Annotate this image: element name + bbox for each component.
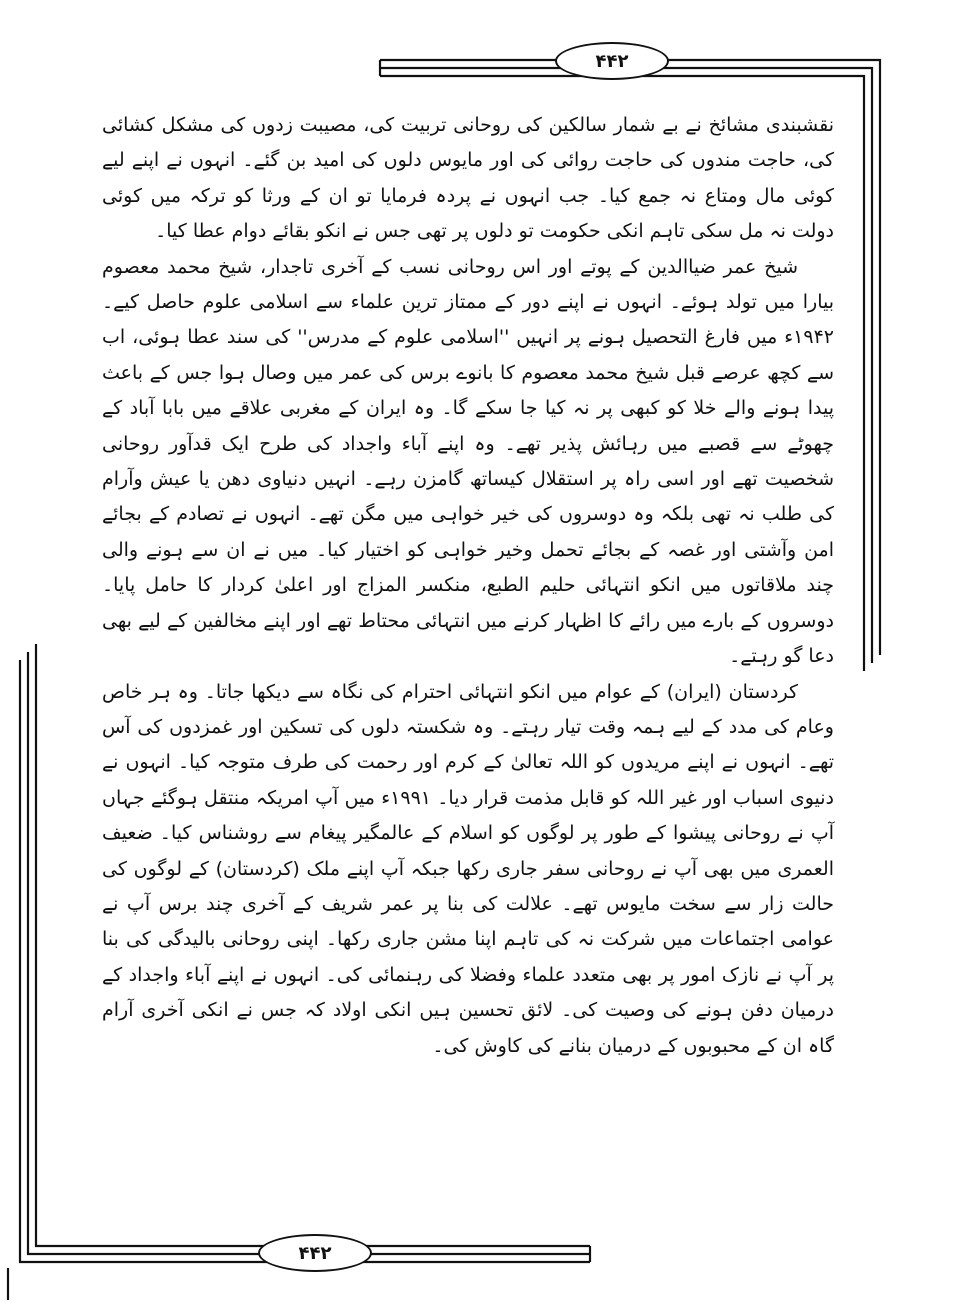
page-number-top bbox=[555, 42, 669, 80]
page-number-top-text: ۴۴۲ bbox=[595, 50, 629, 72]
paragraph-2: شیخ عمر ضیاالدین کے پوتے اور اس روحانی نسب کے آخری تاجدار، شیخ محمد معصوم بیارا میں تولد ہوئے۔ انہوں نے اپنے دور کے ممتاز ترین علماء سے اسلامی علوم حاصل کیے۔ ۱۹۴۲ء میں فارغ التحصیل ہونے پر انہیں ''اسلامی علوم کے مدرس'' کی سند عطا ہوئی، اب سے کچھ عرصے قبل شیخ محمد معصوم کا بانوے برس کی عمر میں وصال ہوا جس کے باعث پیدا ہونے والے خلا کو کبھی پر نہ کیا جا سکے گا۔ وہ ایران کے مغربی علاقے میں بابا آباد کے چھوٹے سے قصبے میں رہائش پذیر تھے۔ وہ اپنے آباء واجداد کی طرح ایک قدآور روحانی شخصیت تھے اور اسی راہ پر استقلال کیساتھ گامزن رہے۔ انہیں دنیاوی دھن یا عیش وآرام کی طلب نہ تھی بلکہ وہ دوسروں کی خیر خواہی میں مگن تھے۔ انہوں نے تصادم کے بجائے امن وآشتی اور غصہ کے بجائے تحمل وخیر خواہی کو اختیار کیا۔ میں نے ان سے ہونے والی چند ملاقاتوں میں انکو انتہائی حلیم الطبع، منکسر المزاج اور اعلیٰ کردار کا حامل پایا۔ دوسروں کے بارے میں رائے کا اظہار کرنے میں انتہائی محتاط تھے اور اپنے مخالفین کے لیے بھی دعا گو رہتے۔ bbox=[102, 255, 834, 668]
page-number-bottom bbox=[258, 1234, 372, 1272]
paragraph-1: نقشبندی مشائخ نے بے شمار سالکین کی روحانی تربیت کی، مصیبت زدوں کی مشکل کشائی کی، حاجت مندوں کی حاجت روائی کی اور مایوس دلوں کی امید بن گئے۔ انہوں نے اپنے لیے کوئی مال ومتاع نہ جمع کیا۔ جب انہوں نے پردہ فرمایا تو ان کے ورثا کو ترکہ میں کوئی دولت نہ مل سکی تاہم انکی حکومت تو دلوں پر تھی جس نے انکو بقائے دوام عطا کیا۔ bbox=[102, 114, 834, 243]
paragraph-3: کردستان (ایران) کے عوام میں انکو انتہائی احترام کی نگاہ سے دیکھا جاتا۔ وہ ہر خاص وعام کی مدد کے لیے ہمہ وقت تیار رہتے۔ وہ شکستہ دلوں کی تسکین اور غمزدوں کی آس تھے۔ انہوں نے اپنے مریدوں کو اللہ تعالیٰ کے کرم اور رحمت کی طرف متوجہ کیا۔ انہوں نے دنیوی اسباب اور غیر اللہ کو قابل مذمت قرار دیا۔ ۱۹۹۱ء میں آپ امریکہ منتقل ہوگئے جہاں آپ نے روحانی پیشوا کے طور پر لوگوں کو اسلام کے عالمگیر پیغام سے روشناس کیا۔ ضعیف العمری میں بھی آپ نے روحانی سفر جاری رکھا جبکہ آپ اپنے ملک (کردستان) کے لوگوں کی حالت زار سے سخت مایوس تھے۔ علالت کی بنا پر عمر شریف کے آخری چند برس آپ نے عوامی اجتماعات میں شرکت نہ کی تاہم اپنا مشن جاری رکھا۔ اپنی روحانی بالیدگی کی بنا پر آپ نے نازک امور پر بھی متعدد علماء وفضلا کی رہنمائی کی۔ انہوں نے اپنے آباء واجداد کے درمیان دفن ہونے کی وصیت کی۔ لائق تحسین ہیں انکی اولاد کہ جس نے انکی آخری آرام گاہ ان کے محبوبوں کے درمیان بنانے کی کاوش کی۔ bbox=[102, 680, 834, 1057]
article-body bbox=[102, 108, 834, 1064]
page-number-bottom-text: ۴۴۲ bbox=[298, 1242, 332, 1264]
